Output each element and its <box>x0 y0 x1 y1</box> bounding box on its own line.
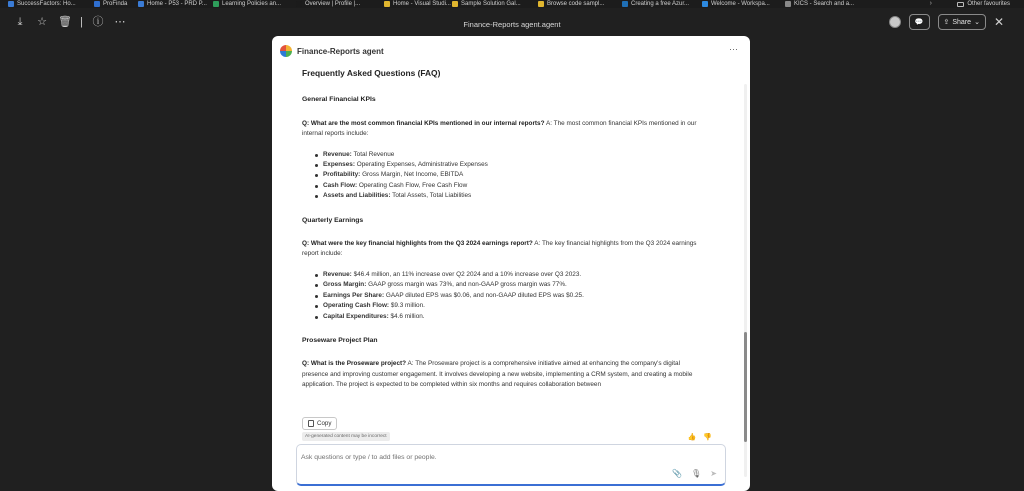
file-title: Finance-Reports agent.agent <box>463 20 561 29</box>
agent-logo-icon <box>280 45 292 57</box>
list-item <box>315 312 700 322</box>
favorite-label: Sample Solution Gal... <box>461 1 521 7</box>
send-icon[interactable]: ➤ <box>710 469 717 478</box>
answer-text: A: The most common financial KPIs mentioned in our internal reports include: <box>302 119 697 138</box>
favicon-icon <box>538 1 544 7</box>
close-icon[interactable]: ✕ <box>993 15 1004 29</box>
item-term: Operating Cash Flow: <box>323 302 390 310</box>
question-answer <box>302 119 700 140</box>
favicon-icon <box>384 1 390 7</box>
item-term: Capital Expenditures: <box>323 312 389 320</box>
favicon-icon <box>138 1 144 7</box>
item-term: Earnings Per Share: <box>323 291 385 299</box>
delete-icon[interactable]: 🗑 <box>58 16 72 28</box>
favorite-link[interactable] <box>138 0 207 8</box>
item-text: GAAP diluted EPS was $0.06, and non-GAAP diluted EPS was $0.25. <box>385 291 584 299</box>
more-options-icon[interactable]: ⋯ <box>729 44 738 54</box>
item-term: Profitability: <box>323 171 361 179</box>
other-favourites-label: Other favourites <box>967 1 1010 7</box>
item-term: Cash Flow: <box>323 181 358 189</box>
item-text: $9.3 million. <box>390 302 425 310</box>
download-icon[interactable]: ⤓ <box>17 16 23 28</box>
question-text: Q: What are the most common financial KPIs mentioned in our internal reports? <box>302 119 545 127</box>
item-text: Total Revenue <box>353 150 395 158</box>
list-item <box>315 301 700 311</box>
faq-section-proseware <box>302 336 700 391</box>
favorites-bar <box>0 0 1024 8</box>
comment-button[interactable] <box>909 14 930 30</box>
copy-button[interactable] <box>302 417 337 430</box>
favicon-icon <box>296 1 302 7</box>
favorite-link[interactable] <box>622 0 689 8</box>
feedback-controls <box>688 433 712 441</box>
question-answer <box>302 359 700 390</box>
section-heading: Proseware Project Plan <box>302 336 378 344</box>
item-term: Revenue: <box>323 270 352 278</box>
favorite-label: Home - P53 - PRD P... <box>147 1 207 7</box>
favicon-icon <box>785 1 791 7</box>
list-item <box>315 160 700 170</box>
list-item <box>315 291 700 301</box>
attach-icon[interactable]: 📎 <box>672 469 683 478</box>
agent-header <box>272 36 750 66</box>
list-item <box>315 170 700 180</box>
favorite-label: ProFinda <box>103 1 128 7</box>
thumbs-down-icon[interactable]: 👎 <box>703 434 712 441</box>
kpi-list <box>315 150 700 202</box>
faq-title: Frequently Asked Questions (FAQ) <box>302 68 441 78</box>
answer-text: A: The Proseware project is a comprehensive initiative aimed at enhancing the company's digital presence and improving customer engagement. It involves developing a new website, implementing a CRM system, and creating a mobile application. The project is expected to be completed within six months and requires collaboration between <box>302 360 693 389</box>
copy-label: Copy <box>317 420 332 427</box>
favorite-label: SuccessFactors: Ho... <box>17 1 76 7</box>
comment-icon: 💬 <box>914 19 924 26</box>
section-heading: Quarterly Earnings <box>302 216 364 224</box>
item-term: Expenses: <box>323 161 355 169</box>
favorite-label: Overview | Profile |... <box>305 1 361 7</box>
list-item <box>315 270 700 280</box>
thumbs-up-icon[interactable]: 👍 <box>687 434 697 441</box>
favicon-icon <box>213 1 219 7</box>
favorite-link[interactable] <box>538 0 604 8</box>
question-text: Q: What is the Proseware project? <box>302 360 407 368</box>
agent-chat-card <box>272 36 750 491</box>
item-text: Operating Expenses, Administrative Expenses <box>356 161 488 169</box>
favorite-link[interactable] <box>785 0 854 8</box>
favorite-link[interactable] <box>452 0 521 8</box>
favorites-overflow-chevron[interactable]: › <box>929 0 932 7</box>
favorite-label: Creating a free Azur... <box>631 1 690 7</box>
share-button[interactable] <box>938 14 986 30</box>
share-label: Share <box>952 18 972 26</box>
highlights-list <box>315 270 700 322</box>
favicon-icon <box>8 1 14 7</box>
item-term: Revenue: <box>323 150 352 158</box>
list-item <box>315 191 700 201</box>
share-icon: ⇪ <box>943 19 950 26</box>
item-term: Gross Margin: <box>323 281 367 289</box>
item-term: Assets and Liabilities: <box>323 192 391 200</box>
microphone-icon[interactable]: 🎙 <box>691 469 702 478</box>
item-text: Operating Cash Flow, Free Cash Flow <box>358 181 468 189</box>
item-text: $4.6 million. <box>390 312 425 320</box>
avatar[interactable] <box>889 16 901 28</box>
favorite-link[interactable] <box>384 0 451 8</box>
item-text: $46.4 million, an 11% increase over Q2 2024 and a 10% increase over Q3 2023. <box>353 270 582 278</box>
favicon-icon <box>94 1 100 7</box>
faq-section-earnings <box>302 216 700 322</box>
message-input[interactable] <box>301 451 681 463</box>
favorite-link[interactable] <box>702 0 770 8</box>
favicon-icon <box>702 1 708 7</box>
faq-section-kpis <box>302 95 700 201</box>
list-item <box>315 280 700 290</box>
favicon-icon <box>452 1 458 7</box>
favorite-label: Browse code sampl... <box>547 1 605 7</box>
message-composer <box>296 444 726 486</box>
section-heading: General Financial KPIs <box>302 96 376 104</box>
favorite-link[interactable] <box>8 0 76 8</box>
other-favourites[interactable] <box>957 0 1010 8</box>
scrollbar-thumb[interactable] <box>744 332 747 442</box>
item-text: Gross Margin, Net Income, EBITDA <box>362 171 464 179</box>
scrollbar[interactable] <box>744 84 747 477</box>
favorite-star-icon[interactable]: ☆ <box>37 16 47 28</box>
favorite-label: KICS - Search and a... <box>794 1 855 7</box>
agent-response <box>302 68 700 478</box>
agent-name: Finance-Reports agent <box>297 46 384 56</box>
favorite-label: Home - Visual Studi... <box>393 1 451 7</box>
item-text: GAAP gross margin was 73%, and non-GAAP gross margin was 77%. <box>368 281 567 289</box>
question-answer <box>302 239 700 260</box>
info-icon[interactable]: ⓘ <box>92 16 104 28</box>
folder-icon <box>957 2 964 7</box>
favorite-link[interactable] <box>94 0 127 8</box>
ai-disclaimer-badge: AI-generated content may be incorrect <box>302 432 390 441</box>
favorite-link[interactable] <box>296 0 360 8</box>
divider: | <box>80 16 83 28</box>
more-options-icon[interactable]: ⋯ <box>114 16 126 28</box>
copy-icon <box>308 420 314 427</box>
chevron-down-icon: ⌄ <box>974 19 980 26</box>
item-text: Total Assets, Total Liabilities <box>392 192 472 200</box>
favorite-label: Learning Policies an... <box>222 1 282 7</box>
favicon-icon <box>622 1 628 7</box>
favorite-label: Welcome - Workspa... <box>711 1 770 7</box>
question-text: Q: What were the key financial highlights from the Q3 2024 earnings report? <box>302 240 533 248</box>
answer-text: A: The key financial highlights from the Q3 2024 earnings report include: <box>302 240 697 258</box>
list-item <box>315 150 700 160</box>
list-item <box>315 181 700 191</box>
favorite-link[interactable] <box>213 0 281 8</box>
